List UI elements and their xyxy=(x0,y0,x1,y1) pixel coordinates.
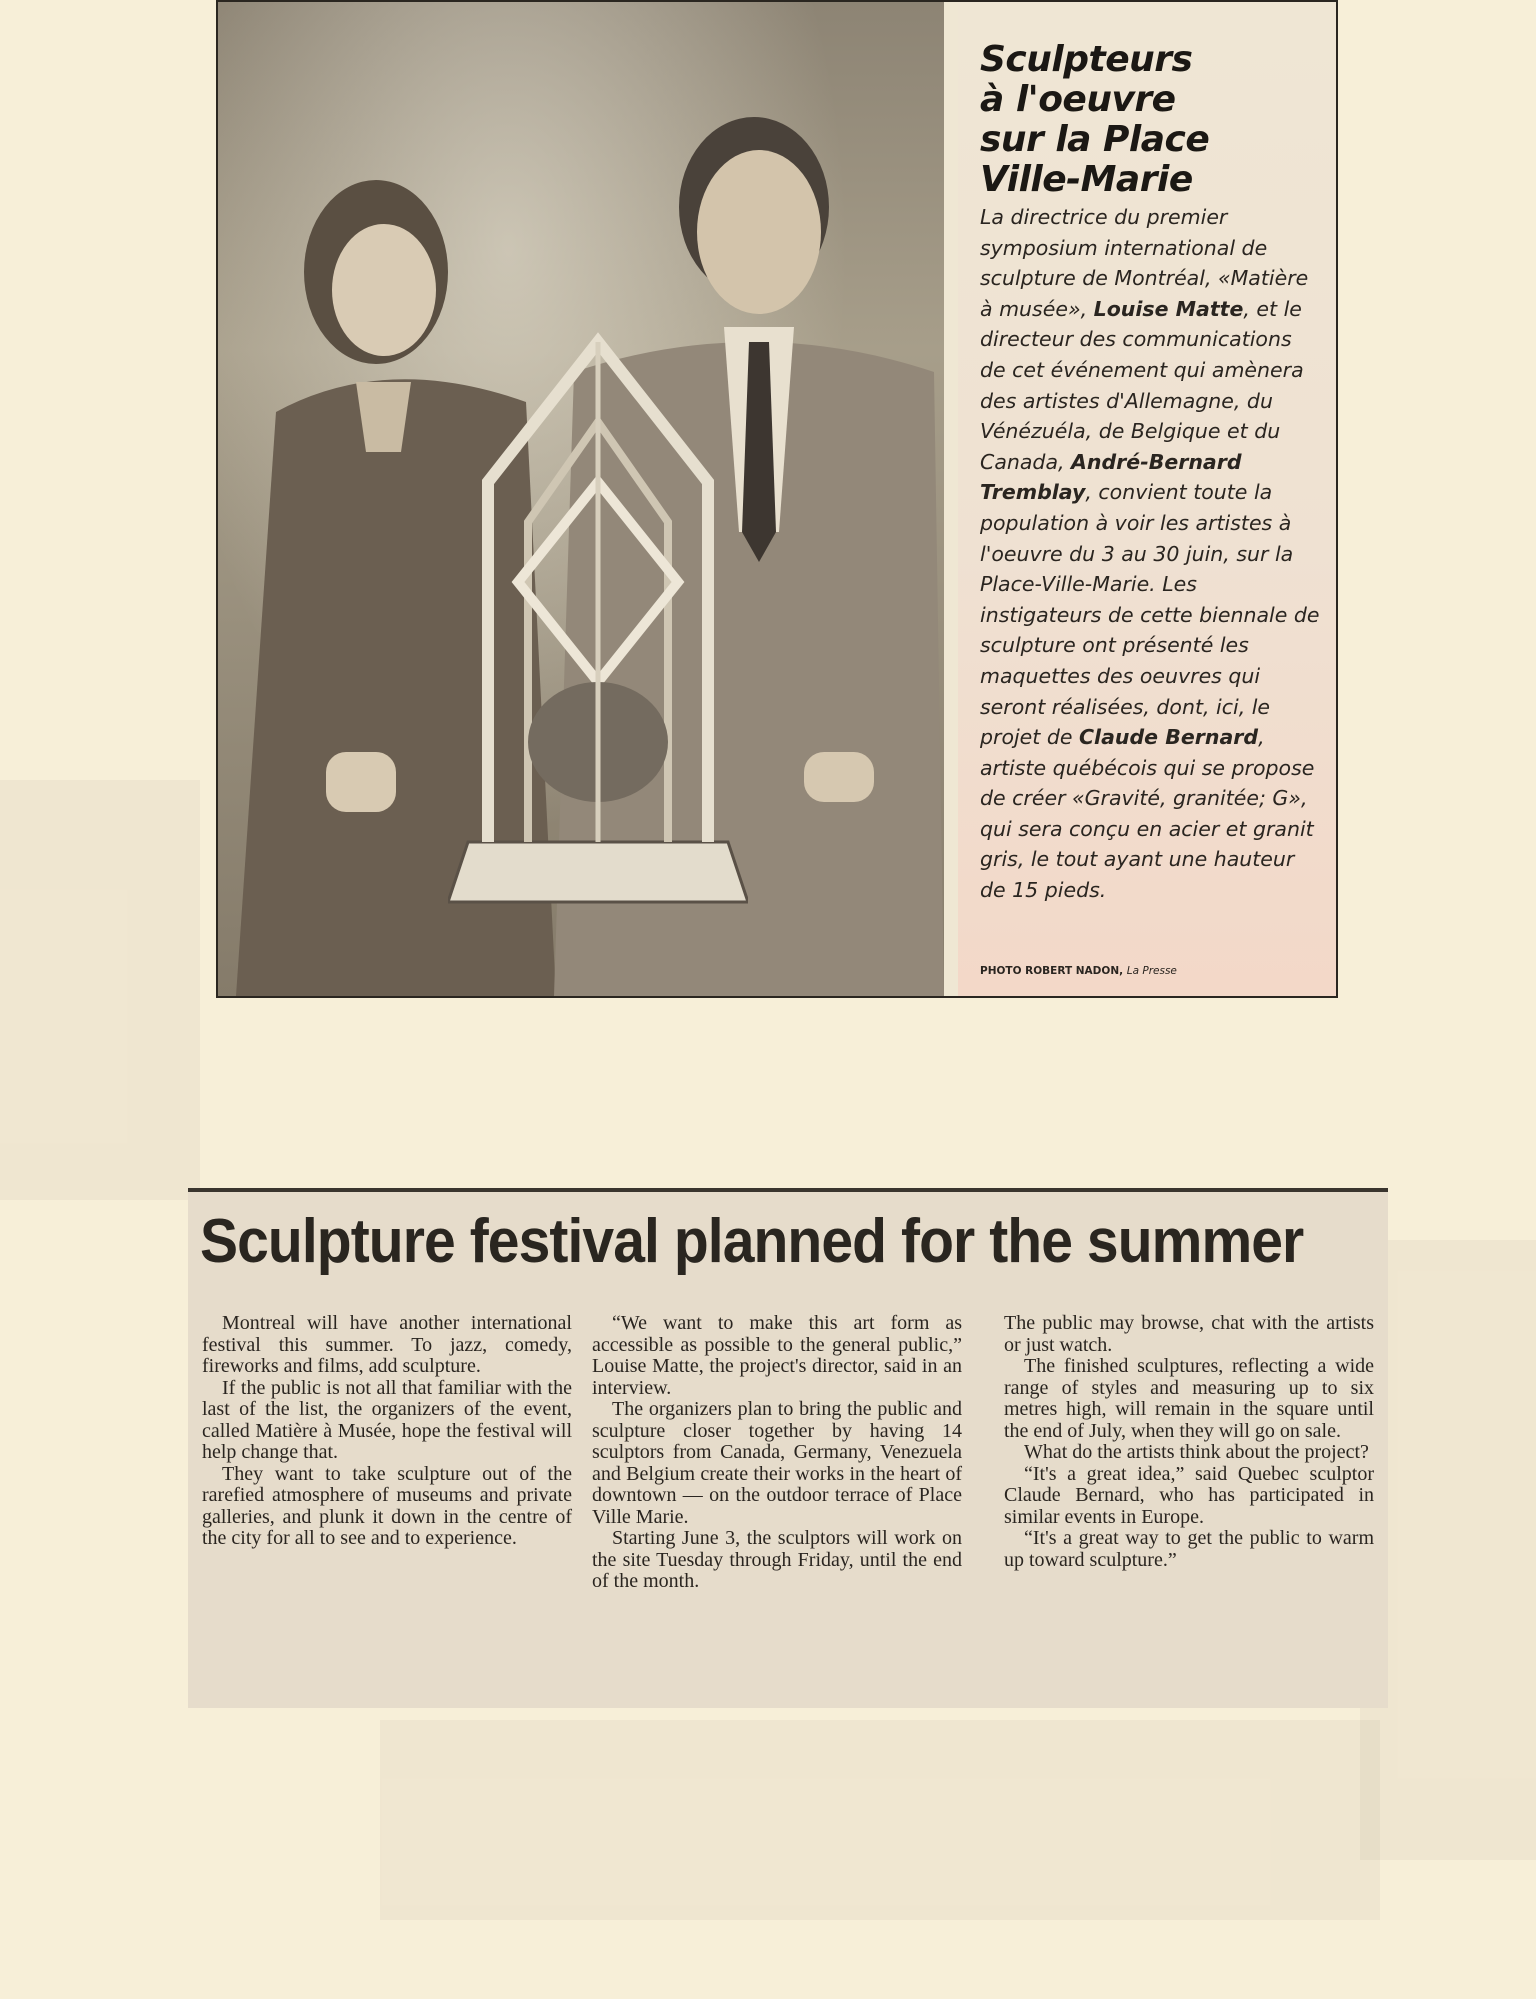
article-column-1 xyxy=(202,1313,572,1550)
paragraph: The public may browse, chat with the artists or just watch. xyxy=(1004,1312,1374,1356)
top-rule xyxy=(188,1188,1388,1192)
caption-column xyxy=(958,2,1338,996)
paragraph: What do the artists think about the project? xyxy=(1024,1441,1369,1463)
article-column-2 xyxy=(592,1313,962,1593)
news-photo xyxy=(218,2,944,996)
paragraph: Starting June 3, the sculptors will work on the site Tuesday through Friday, until the end of the month. xyxy=(592,1527,962,1592)
paragraph: “It's a great idea,” said Quebec sculptor Claude Bernard, who has participated in similar events in Europe. xyxy=(1004,1462,1374,1528)
french-article-clipping xyxy=(216,0,1338,998)
paragraph: Montreal will have another international festival this summer. To jazz, comedy, fireworks and films, add sculpture. xyxy=(202,1312,572,1377)
paragraph: If the public is not all that familiar with the last of the list, the organizers of the event, called Matière à Musée, hope the festival will help change that. xyxy=(202,1376,572,1463)
paragraph: The finished sculptures, reflecting a wide range of styles and measuring up to six metres high, will remain in the square until the end of July, when they will go on sale. xyxy=(1004,1355,1374,1442)
english-headline: Sculpture festival planned for the summer xyxy=(200,1207,1304,1276)
paragraph: “It's a great way to get the public to warm up toward sculpture.” xyxy=(1004,1527,1374,1571)
paragraph: They want to take sculpture out of the rarefied atmosphere of museums and private galleries, and plunk it down in the centre of the city for all to see and to experience. xyxy=(202,1462,572,1549)
photo-credit: PHOTO ROBERT NADON, La Presse xyxy=(980,965,1177,977)
article-column-3 xyxy=(1004,1313,1374,1571)
sculpture-maquette xyxy=(448,322,748,922)
bleed-through-bottom xyxy=(380,1720,1380,1920)
bleed-through-left xyxy=(0,780,200,1200)
paragraph: The organizers plan to bring the public and sculpture closer together by having 14 sculptors from Canada, Germany, Venezuela and Belgium create their works in the heart of downtown — on the outdoor terrace of Place Ville Marie. xyxy=(592,1398,962,1528)
french-caption-text: La directrice du premier symposium international de sculpture de Montréal, «Matière à musée», Louise Matte, et le directeur des communications de cet événement qui amènera des artistes d'Allemagne, du Vénézuéla, de Belgique et du Canada, André-Bernard Tremblay, convient toute la population à voir les artistes à l'oeuvre du 3 au 30 juin, sur la Place-Ville-Marie. Les instigateurs de cette biennale de sculpture ont présenté les maquettes des oeuvres qui seront réalisées, dont, ici, le projet de Claude Bernard, artiste québécois qui se propose de créer «Gravité, granitée; G», qui sera conçu en acier et granit gris, le tout ayant une hauteur de 15 pieds. xyxy=(980,205,1320,903)
paragraph: “We want to make this art form as accessible as possible to the general public,” Louise Matte, the project's director, said in an interview. xyxy=(592,1312,962,1399)
french-headline: Sculpteurs à l'oeuvre sur la Place Ville-Marie xyxy=(980,39,1210,200)
english-article-clipping xyxy=(188,1188,1388,1708)
